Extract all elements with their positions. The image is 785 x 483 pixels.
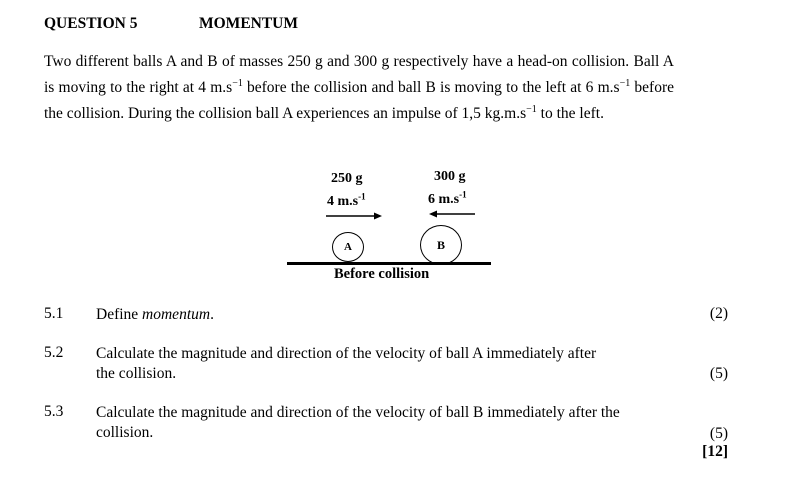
- ground-line: [287, 262, 491, 265]
- ball-a-mass: 250 g: [331, 171, 363, 186]
- intro-exponent-3: −1: [526, 103, 537, 115]
- question-text-5-3: Calculate the magnitude and direction of the velocity of ball B immediately after the collision.: [96, 404, 620, 441]
- ball-a-speed: 4 $m.s^{-1}$: [327, 191, 366, 209]
- ball-b: B: [420, 225, 462, 265]
- marks-5-1: (2): [709, 305, 728, 322]
- intro-text-3: before the collision. During the collision ball A experiences an impulse of 1,5 kg.m.s: [44, 79, 674, 122]
- question-number-5-2: 5.2: [44, 344, 64, 361]
- question-text-5-2: Calculate the magnitude and direction of the velocity of ball A immediately after the collision.: [96, 345, 597, 382]
- ball-b-mass: 300 g: [434, 169, 466, 184]
- italic-term: momentum: [142, 306, 211, 323]
- ball-a-speed-exp: -1: [358, 191, 366, 202]
- ball-b-speed-exp: -1: [459, 189, 467, 200]
- arrow-right-icon: [324, 212, 386, 220]
- intro-exponent-1: −1: [232, 77, 243, 89]
- intro-exponent-2: −1: [619, 77, 631, 89]
- collision-diagram: [284, 163, 494, 285]
- marks-5-3: (5): [709, 425, 728, 442]
- question-label: QUESTION 5: [44, 15, 138, 32]
- intro-text-1: Two different balls A and B of masses 250 g and 300 g respectively have a head-on collision. Ball A is moving to the right at 4 m.s: [44, 53, 674, 96]
- question-number-5-3: 5.3: [44, 403, 64, 420]
- intro-text-2: before the collision and ball B is moving to the left at 6 m.s: [242, 79, 620, 96]
- total-marks: [12]: [702, 443, 728, 460]
- arrow-left-icon: [427, 210, 479, 218]
- marks-5-2: (5): [709, 365, 728, 382]
- topic-title: MOMENTUM: [199, 15, 299, 32]
- question-text-5-1: Define momentum.: [96, 306, 214, 323]
- ball-b-speed: 6 $m.s^{-1}$: [428, 189, 467, 207]
- ball-a: A: [332, 232, 364, 262]
- intro-paragraph: [44, 49, 674, 127]
- intro-text-4: to the left.: [536, 105, 604, 122]
- diagram-caption: Before collision: [334, 266, 430, 282]
- question-number-5-1: 5.1: [44, 305, 64, 322]
